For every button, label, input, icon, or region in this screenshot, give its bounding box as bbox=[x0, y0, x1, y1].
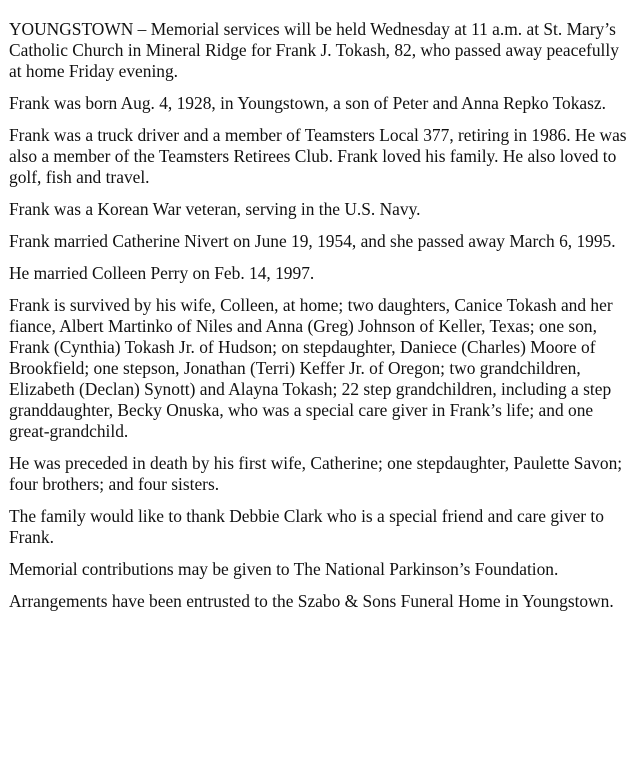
paragraph-birth: Frank was born Aug. 4, 1928, in Youngstown, a son of Peter and Anna Repko Tokasz. bbox=[9, 93, 606, 113]
paragraph-career: Frank was a truck driver and a member of Teamsters Local 377, retiring in 1986. He was also a member of the Teamsters Retirees Club. Frank loved his family. He also loved to golf, fish and travel. bbox=[9, 125, 627, 187]
paragraph-thanks: The family would like to thank Debbie Clark who is a special friend and care giver to Frank. bbox=[9, 506, 604, 547]
paragraph-memorial-services: YOUNGSTOWN – Memorial services will be held Wednesday at 11 a.m. at St. Mary’s Catholic Church in Mineral Ridge for Frank J. Tokash, 82, who passed away peacefully at home Friday evening. bbox=[9, 19, 619, 81]
obituary-article bbox=[9, 19, 633, 623]
paragraph-memorial-contributions: Memorial contributions may be given to The National Parkinson’s Foundation. bbox=[9, 559, 559, 579]
paragraph-survivors: Frank is survived by his wife, Colleen, at home; two daughters, Canice Tokash and her fiance, Albert Martinko of Niles and Anna (Greg) Johnson of Keller, Texas; one son, Frank (Cynthia) Tokash Jr. of Hudson; on stepdaughter, Daniece (Charles) Moore of Brookfield; one stepson, Jonathan (Terri) Keffer Jr. of Oregon; two grandchildren, Elizabeth (Declan) Synott) and Alayna Tokash; 22 step grandchildren, including a step granddaughter, Becky Onuska, who was a special care giver in Frank’s life; and one great-grandchild. bbox=[9, 295, 613, 441]
paragraph-second-marriage: He married Colleen Perry on Feb. 14, 1997. bbox=[9, 263, 315, 283]
paragraph-arrangements: Arrangements have been entrusted to the Szabo & Sons Funeral Home in Youngstown. bbox=[9, 591, 614, 611]
paragraph-first-marriage: Frank married Catherine Nivert on June 19, 1954, and she passed away March 6, 1995. bbox=[9, 231, 616, 251]
paragraph-military-service: Frank was a Korean War veteran, serving in the U.S. Navy. bbox=[9, 199, 421, 219]
paragraph-preceded-in-death: He was preceded in death by his first wife, Catherine; one stepdaughter, Paulette Savon; four brothers; and four sisters. bbox=[9, 453, 623, 494]
